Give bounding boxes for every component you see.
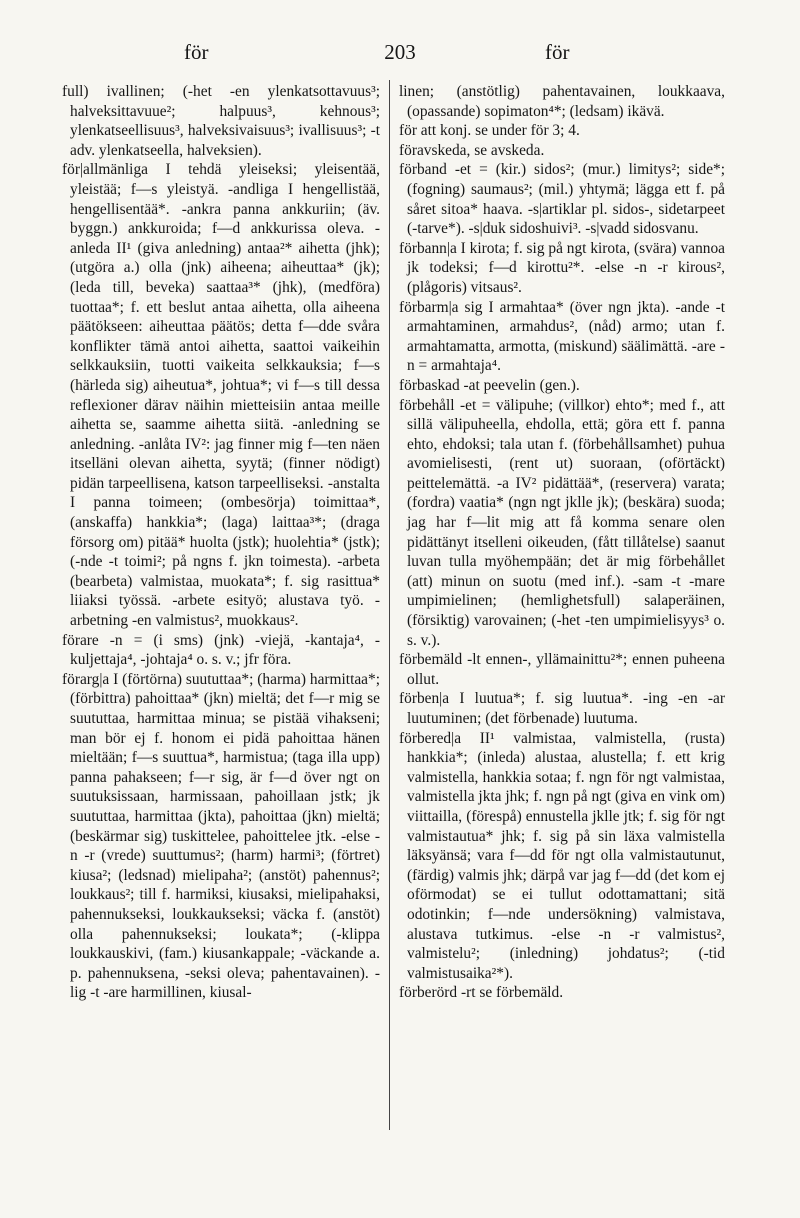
left-column (62, 82, 380, 1003)
dictionary-entry: för att konj. se under för 3; 4. (399, 122, 580, 140)
dictionary-entry: förbaskad -at peevelin (gen.). (399, 376, 580, 394)
dictionary-entry: förbemäld -lt ennen-, yllämainittu²*; ennen puheena ollut. (399, 651, 725, 688)
dictionary-entry: förarg|a I (förtörna) suututtaa*; (harma) harmittaa*; (förbittra) pahoittaa* (jkn) mieltä; det f—r mig se suututtaa, harmittaa minua; se pistää vihakseni; man bör ej f. honom ei pidä pahoittaa hänen mieltään; f—s suuttua*, harmistua; (taga illa upp) panna pahakseen; f—r sig, är f—d över ngt on suutuksissaan, harmissaan, pahoillaan jstk; jk suututtaa, harmittaa (jkta), pahoittaa (jkn) mieltä; (beskärmar sig) tuskittelee, pahoittelee jtk. -else -n -r (vrede) suuttumus²; (harm) harmi³; (förtret) kiusa²; (ledsnad) mielipaha²; (anstöt) pahennus²; loukkaus²; till f. harmiksi, kiusaksi, mielipahaksi, pahennukseksi, loukkaukseksi; väcka f. (anstöt) olla pahennukseksi; loukata*; (-klippa loukkauskivi, (fam.) kiusankappale; -väckande a. p. pahennuksena, -seksi oleva; pahentavainen). -lig -t -are harmillinen, kiusal- (62, 670, 380, 1002)
dictionary-entry: föravskeda, se avskeda. (399, 141, 545, 159)
dictionary-entry: för|allmänliga I tehdä yleiseksi; yleisentää, yleistää; f—s yleistyä. -andliga I hengellistää, hengellisentää*. -ankra panna ankkuriin; (äv. byggn.) ankkuroida; f—d ankkurissa oleva. -anleda II¹ (giva anledning) antaa²* aihetta (jhk); (utgöra a.) olla (jnk) aiheena; aiheuttaa* (jk); (leda till, beveka) saattaa³* (jhk), (medföra) tuottaa*; f. ett beslut antaa aihetta, olla aiheena päätökseen: aiheuttaa päätös; detta f—dde svåra konflikter tämä antoi aihetta, saattoi vaikeihin selkkauksiin, tuotti vaikeita selkkauksia; f—s (härleda sig) aiheutua*, johtua*; vi f—s till dessa reflexioner därav näihin mietteisiin antaa meille aihetta se, saamme aihetta siitä. -anledning se anledning. -anlåta IV²: jag finner mig f—ten näen itselläni olevan aihetta, syytä; (finner nödigt) pidän tarpeellisena, katson tarpeelliseksi. -anstalta I panna toimeen; (ombesörja) toimittaa*, (anskaffa) hankkia*; (laga) laittaa³*; (draga försorg om) pitää* huolta (jstk); huolehtia* (jstk); (-nde -t toimi²; på ngns f. jkn toimesta). -arbeta (bearbeta) valmistaa, muokata*; f. sig rasittua* liiaksi työssä. -arbete esityö; alustava työ. -arbetning -en valmistus², muokkaus². (62, 161, 380, 630)
page-header (0, 40, 800, 64)
dictionary-entry: full) ivallinen; (-het -en ylenkatsottavuus³; halveksittavuue²; halpuus³, kehnous³; ylenkatseellisuus³, halveksivaisuus³; ivallisuus³; -t adv. ylenkatseella, halveksien). (62, 83, 380, 159)
dictionary-entry: förband -et = (kir.) sidos²; (mur.) limitys²; side*; (fogning) saumaus²; (mil.) yhtymä; lägga ett f. på såret sitoa* haava. -s|artiklar pl. sidos-, sidetarpeet (-tarve*). -s|duk sidoshuivi³. -s|vadd sidosvanu. (399, 161, 725, 238)
dictionary-entry: förbered|a II¹ valmistaa, valmistella, (rusta) hankkia*; (inleda) alustaa, alustella; f. ett krig valmistella, hankkia sotaa; f. ngn för ngt valmistaa, valmistella jkta jhk; f. ngn på ngt (giva en vink om) viittailla, (förespå) ennustella jklle jtk; f. sig för ngt valmistautua* jhk; f. sig på sin läxa valmistella läksyänsä; vara f—dd för ngt olla valmistautunut, (färdig) valmis jhk; därpå var jag f—dd (det kom ej oförmodat) se ei tullut odottamattani; sitä odotinkin; f—nde undersökning) valmistava, alustava tutkimus. -else -n -r valmistus², valmistelu²; (inledning) johdatus²; (-tid valmistusaika²*). (399, 729, 725, 982)
dictionary-entry: förberörd -rt se förbemäld. (399, 984, 564, 1002)
header-left-guideword: för (184, 40, 209, 64)
right-column (399, 82, 725, 1003)
page-number: 203 (384, 40, 416, 64)
dictionary-entry: förbehåll -et = välipuhe; (villkor) ehto*; med f., att sillä välipuheella, ehdolla, että; göra ett f. panna ehto, ehdoksi; tala utan f. (förbehållsamhet) puhua avomielisesti, (rent ut) suoraan, (oförtäckt) peittelemättä. -a IV² pidättää*, (reservera) varata; (fordra) vaatia* (ngn ngt jklle jk); (beskära) suoda; jag har f—lit mig att få komma senare olen pidättänyt itselleni oikeuden, (fått tillåtelse) saanut luvan tulla myöhempään; det är mig förbehållet (att) minun on suotu (med inf.). -sam -t -mare umpimielinen; (hemlighetsfull) salaperäinen, (försiktig) varovainen; (-het -ten umpimielisyys³ o. s. v.). (399, 396, 725, 649)
dictionary-entry: förbarm|a sig I armahtaa* (över ngn jkta). -ande -t armahtaminen, armahdus², (nåd) armo; utan f. armahtamatta, armotta, (miskund) säälimättä. -are -n = armahtaja⁴. (399, 298, 725, 375)
header-right-guideword: för (545, 40, 570, 64)
dictionary-entry: förare -n = (i sms) (jnk) -viejä, -kantaja⁴, -kuljettaja⁴, -johtaja⁴ o. s. v.; jfr föra. (62, 631, 380, 669)
dictionary-entry: linen; (anstötlig) pahentavainen, loukkaava, (opassande) sopimaton⁴*; (ledsam) ikävä. (399, 83, 725, 120)
dictionary-entry: förben|a I luutua*; f. sig luutua*. -ing -en -ar luutuminen; (det förbenade) luutuma. (399, 690, 725, 727)
dictionary-entry: förbann|a I kirota; f. sig på ngt kirota, (svära) vannoa jk todeksi; f—d kirottu²*. -else -n -r kirous², (plågoris) vitsaus². (399, 239, 725, 296)
column-divider (389, 80, 390, 1130)
